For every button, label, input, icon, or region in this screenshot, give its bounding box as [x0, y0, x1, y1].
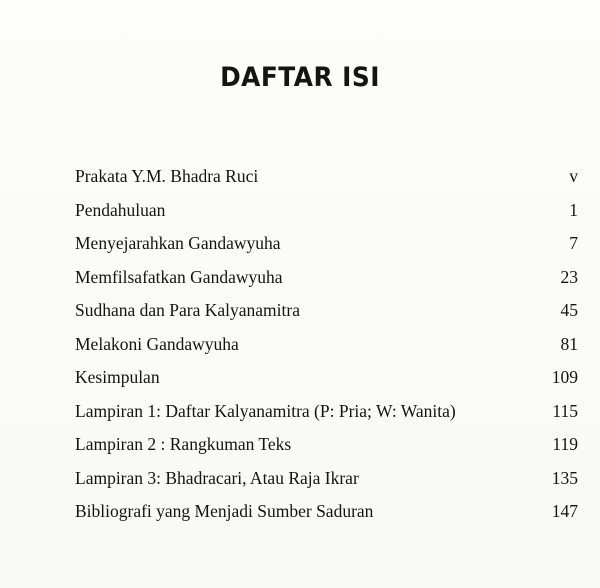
toc-entry-title: Prakata Y.M. Bhadra Ruci: [75, 166, 259, 187]
toc-entry-title: Menyejarahkan Gandawyuha: [75, 233, 281, 254]
toc-entry: [75, 261, 578, 295]
toc-entry: [75, 328, 578, 362]
toc-entry-title: Lampiran 3: Bhadracari, Atau Raja Ikrar: [75, 467, 359, 488]
toc-entry-page-number: 109: [551, 367, 578, 388]
toc-entry-title: Lampiran 1: Daftar Kalyanamitra (P: Pria; W: Wanita): [75, 400, 456, 421]
toc-entry-page-number: 135: [551, 467, 578, 488]
toc-entry: [75, 495, 578, 529]
toc-entry-page-number: 147: [551, 501, 578, 522]
toc-entry-page-number: 119: [552, 434, 578, 455]
toc-entry-page-number: 1: [569, 199, 578, 220]
toc-entry-page-number: v: [569, 166, 578, 187]
page-title: DAFTAR ISI: [220, 62, 380, 93]
toc-entry-title: Melakoni Gandawyuha: [75, 333, 239, 354]
toc-entry-page-number: 7: [569, 233, 578, 254]
table-of-contents: [75, 160, 578, 529]
toc-entry: [75, 160, 578, 194]
toc-entry-title: Sudhana dan Para Kalyanamitra: [75, 300, 300, 321]
toc-entry-title: Kesimpulan: [75, 367, 160, 388]
toc-entry-title: Memfilsafatkan Gandawyuha: [75, 266, 283, 287]
toc-entry: [75, 227, 578, 261]
toc-entry-page-number: 81: [560, 333, 578, 354]
toc-entry-page-number: 23: [560, 266, 578, 287]
toc-entry-title: Bibliografi yang Menjadi Sumber Saduran: [75, 501, 374, 522]
toc-entry: [75, 428, 578, 462]
toc-entry-title: Pendahuluan: [75, 199, 166, 220]
toc-entry-title: Lampiran 2 : Rangkuman Teks: [75, 434, 292, 455]
toc-entry: [75, 194, 578, 228]
toc-entry: [75, 462, 578, 496]
toc-entry: [75, 361, 578, 395]
toc-entry-page-number: 115: [552, 400, 578, 421]
toc-entry: [75, 395, 578, 429]
toc-entry: [75, 294, 578, 328]
toc-entry-page-number: 45: [560, 300, 578, 321]
